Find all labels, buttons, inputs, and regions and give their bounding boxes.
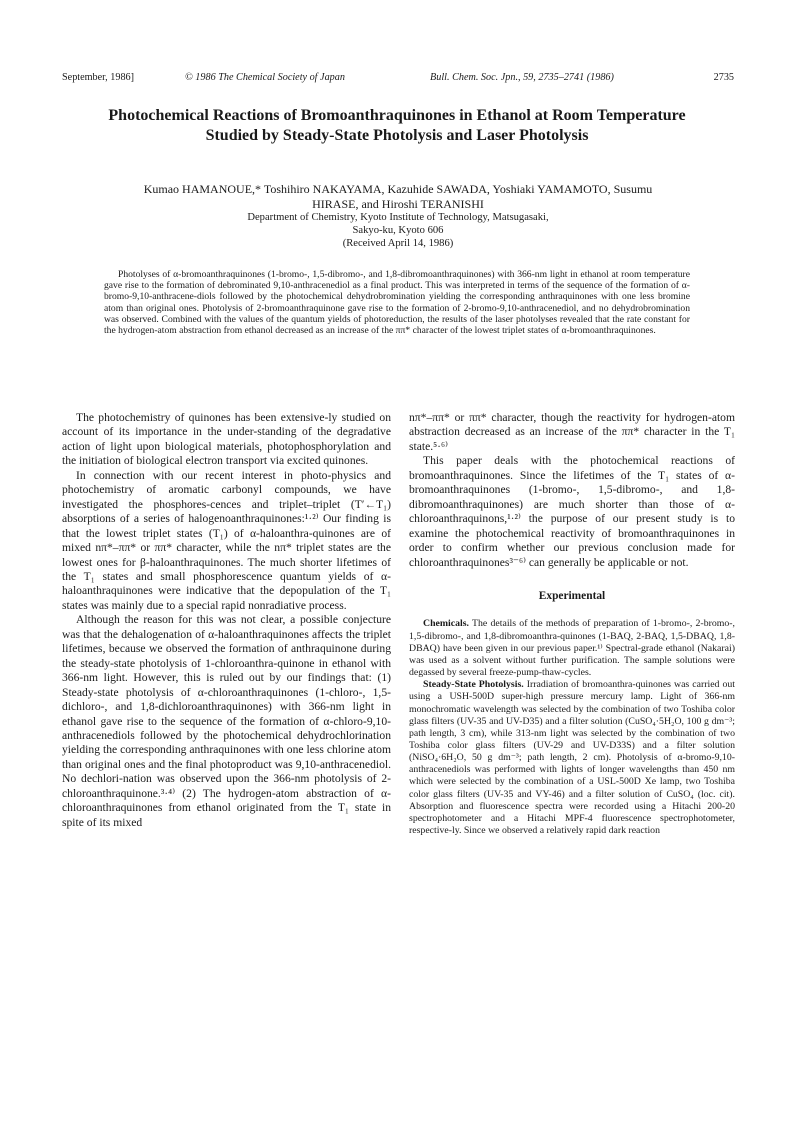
chemicals-paragraph [409, 618, 735, 679]
steady-state-runin-heading: Steady-State Photolysis. [423, 679, 524, 691]
steady-state-text: Irradiation of bromoanthra-quinones was carried out using a USH-500D super-high pressure mercury lamp. Light of 366-nm monochromatic wavelength was selected by the combination of two Toshiba color glass filters (UV-35 and UV-D35) and a filter solution (CuSO₄·5H₂O, 100 g dm⁻³; path length, 3 cm), while 313-nm light was selected by the combination of two Toshiba color glass filters (UV-29 and UV-D33S) and a filter solution (NiSO₄·6H₂O, 50 g dm⁻³; path length, 2 cm). Photolysis of α-bromo-9,10-anthracenediols was performed with lights of longer wavelengths than 450 nm which were selected by the combination of a USL-500D Xe lamp, two Toshiba color glass filters (UV-35 and VY-46) and a filter solution of CuSO₄ (loc. cit). Absorption and fluorescence spectra were recorded using a Hitachi 200-20 spectrophotometer and a Hitachi MPF-4 fluorescence spectrophotometer, respective-ly. Since we observed a relatively rapid dark reaction [409, 679, 735, 837]
header-journal-citation: Bull. Chem. Soc. Jpn., 59, 2735–2741 (1986) [430, 72, 614, 83]
running-header [62, 71, 734, 85]
chemicals-text: The details of the methods of preparation of 1-bromo-, 2-bromo-, 1,5-dibromo-, and 1,8-dibromoanthra-quinones (1-BAQ, 2-BAQ, 1,5-DBAQ, 1,8-DBAQ) have been given in our previous paper.¹⁾ Spectral-grade ethanol (Nakarai) was used as a solvent without further purification. The sample solutions were degassed by several freeze-pump-thaw-cycles. [409, 618, 735, 679]
affiliation-block [120, 212, 676, 250]
steady-state-paragraph [409, 679, 735, 837]
intro-paragraph-4: This paper deals with the photochemical reactions of bromoanthraquinones. Since the lifetimes of the T₁ states of α-bromoanthraquinones (1-bromo-, 1,5-dibromo-, and 1,8-dibromoanthraquinones) are much shorter than those of α-chloroanthraquinons,¹·²⁾ the purpose of our present study is to examine the photochemical reactivity of bromoanthraquinones in order to confirm whether our previous conclusion made for chloroanthraquinones³⁻⁶⁾ can generally be applicable or not. [409, 454, 735, 569]
abstract: Photolyses of α-bromoanthraquinones (1-bromo-, 1,5-dibromo-, and 1,8-dibromoanthraquinones) with 366-nm light in ethanol at room temperature gave rise to the formation of debrominated 9,10-anthracenediol as a final product. This was interpreted in terms of the sequence of the formation of α-bromo-9,10-anthracene-diols followed by the photochemical dehydrobromination yielding the corresponding anthraquinones with one less bromine atom than original ones. Photolysis of 2-bromoanthraquinone gave rise to the formation of 2-bromo-9,10-anthracenediol, and no dehydrobromination was observed. Combined with the values of the quantum yields of photoreduction, the results of the laser photolyses revealed that the rate constant for the hydrogen-atom abstraction from ethanol decreased as an increase of the ππ* character of the lowest triplet states of α-bromoanthraquinones. [104, 269, 690, 337]
body-column-left [62, 411, 391, 830]
section-heading-experimental: Experimental [538, 589, 606, 602]
header-date: September, 1986] [62, 72, 135, 83]
intro-paragraph-3: Although the reason for this was not clear, a possible conjecture was that the dehalogenation of α-haloanthraquinones affects the triplet lifetimes, because we observed the formation of anthraquinone during the steady-state photolysis of 1-chloroanthra-quinone in ethanol with 366-nm light. However, this is ruled out by our findings that: (1) Steady-state photolysis of α-chloroanthraquinones (1-chloro-, 1,5-dichloro-, and 1,8-dichloroanthraquinones) with 366-nm light in ethanol gave rise to the sequence of the formation of α-chloro-9,10-anthracenediols followed by the photochemical dehydrochlorination yielding the corresponding anthraquinones with one less chlorine atom than original ones and the final photoproduct was 9,10-anthracenediol. No dechlori-nation was observed upon the 366-nm photolysis of 2-chloroanthraquinone.³·⁴⁾ (2) The hydrogen-atom abstraction of α-chloroanthraquinones from ethanol originated from the T₁ state in spite of its mixed [62, 613, 391, 829]
intro-paragraph-3-continued: nπ*–ππ* or ππ* character, though the reactivity for hydrogen-atom abstraction decreased as an increase of the ππ* character in the T₁ state.⁵·⁶⁾ [409, 411, 735, 453]
header-copyright: © 1986 The Chemical Society of Japan [185, 72, 345, 83]
received-date: (Received April 14, 1986) [342, 237, 454, 249]
affiliation-city: Sakyo-ku, Kyoto 606 [352, 224, 444, 236]
chemicals-runin-heading: Chemicals. [423, 618, 469, 630]
author-list: Kumao HAMANOUE,* Toshihiro NAKAYAMA, Kazuhide SAWADA, Yoshiaki YAMAMOTO, Susumu HIRASE, and Hiroshi TERANISHI [143, 182, 653, 211]
paper-title: Photochemical Reactions of Bromoanthraquinones in Ethanol at Room Temperature Studied by Steady-State Photolysis and Laser Photolysis [108, 107, 686, 144]
intro-paragraph-1: The photochemistry of quinones has been extensive-ly studied on account of its importance in the under-standing of the degradative action of light upon biological materials, photophosphorylation and the initiation of biological electron transport via excited quinones. [62, 411, 391, 468]
header-page-number: 2735 [713, 72, 734, 83]
intro-paragraph-2: In connection with our recent interest in photo-physics and photochemistry of aromatic carbonyl compounds, we have investigated the phosphores-cences and triplet–triplet (T′←T₁) absorptions of a series of halogenoanthraquinones:¹·²⁾ Our finding is that the lowest triplet states (T₁) of α-haloanthra-quinones are of mixed nπ*–ππ* or ππ* character, while the nπ* triplet states are the lowest ones for β-haloanthraquinones. The much shorter lifetimes of the T₁ states and small phosphorescence quantum yields of α-haloanthraquinones were indicative that the depopulation of the T₁ states was mainly due to a special rapid nonradiative process. [62, 468, 391, 612]
affiliation-department: Department of Chemistry, Kyoto Institute of Technology, Matsugasaki, [247, 212, 549, 223]
body-column-right [409, 411, 735, 837]
